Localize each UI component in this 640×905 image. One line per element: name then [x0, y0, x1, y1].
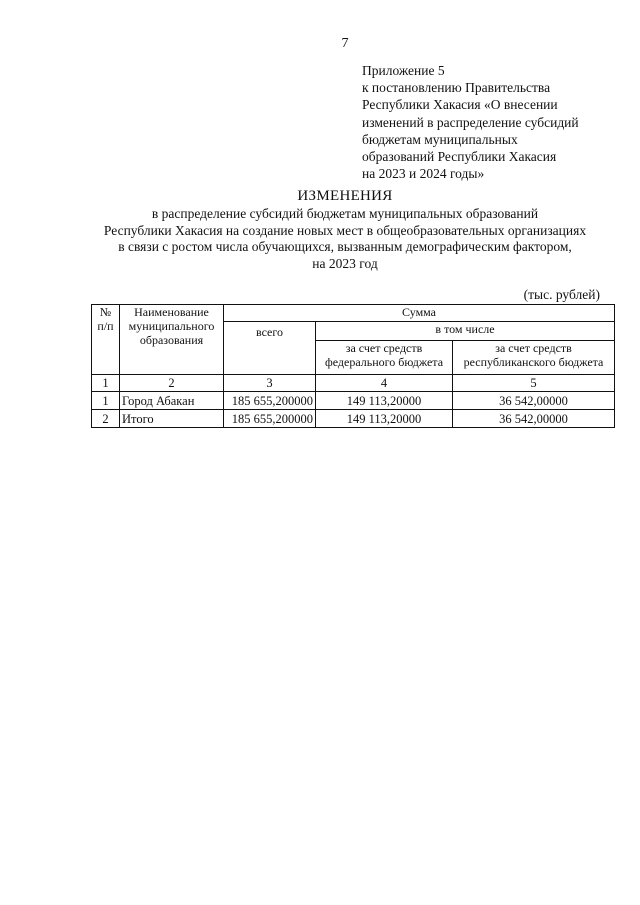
- header-republic-line: республиканского бюджета: [463, 355, 604, 369]
- amount-republic: 36 542,00000: [453, 410, 615, 428]
- municipality-name: Город Абакан: [120, 392, 224, 410]
- table-row: [92, 392, 615, 410]
- page-number: 7: [341, 36, 349, 51]
- header-republic-line: за счет средств: [495, 341, 572, 355]
- header-number-line: п/п: [97, 319, 114, 333]
- subsidy-table: [91, 304, 615, 428]
- header-name: [120, 305, 224, 375]
- appendix-line: Республики Хакасия «О внесении: [362, 97, 558, 113]
- column-number: 2: [120, 375, 224, 392]
- unit-label: (тыс. рублей): [523, 287, 600, 302]
- row-number: 1: [92, 392, 120, 410]
- header-number: [92, 305, 120, 375]
- header-including: в том числе: [316, 322, 615, 341]
- appendix-line: изменений в распределение субсидий: [362, 114, 579, 130]
- row-number: 2: [92, 410, 120, 428]
- appendix-line: бюджетам муниципальных: [362, 131, 518, 147]
- header-total: всего: [224, 322, 316, 375]
- header-federal-line: федерального бюджета: [324, 355, 444, 369]
- subtitle-line: в связи с ростом числа обучающихся, вызванным демографическим фактором,: [118, 239, 572, 255]
- header-sum: Сумма: [224, 305, 615, 322]
- header-name-line: муниципального: [128, 319, 215, 333]
- column-number: 4: [316, 375, 453, 392]
- amount-republic: 36 542,00000: [453, 392, 615, 410]
- header-number-line: №: [99, 305, 112, 319]
- subtitle-line: Республики Хакасия на создание новых мест в общеобразовательных организациях: [103, 222, 587, 238]
- header-name-line: Наименование: [134, 305, 209, 319]
- column-number: 1: [92, 375, 120, 392]
- amount-total: 185 655,200000: [224, 410, 316, 428]
- header-federal: [316, 341, 453, 375]
- column-number-row: [92, 375, 615, 392]
- column-number: 3: [224, 375, 316, 392]
- amount-federal: 149 113,20000: [316, 410, 453, 428]
- header-name-line: образования: [139, 333, 204, 347]
- document-heading: ИЗМЕНЕНИЯ: [297, 188, 393, 204]
- appendix-line: образований Республики Хакасия: [362, 149, 557, 165]
- appendix-line: к постановлению Правительства: [362, 80, 551, 96]
- subtitle-line: на 2023 год: [312, 255, 378, 271]
- appendix-line: Приложение 5: [362, 63, 445, 78]
- municipality-name: Итого: [120, 410, 224, 428]
- column-number: 5: [453, 375, 615, 392]
- document-subtitle: [85, 206, 605, 272]
- appendix-reference: [362, 62, 632, 182]
- amount-federal: 149 113,20000: [316, 392, 453, 410]
- table-row: [92, 410, 615, 428]
- header-republic: [453, 341, 615, 375]
- amount-total: 185 655,200000: [224, 392, 316, 410]
- appendix-line: на 2023 и 2024 годы»: [362, 166, 485, 182]
- subtitle-line: в распределение субсидий бюджетам муниципальных образований: [151, 206, 539, 221]
- header-federal-line: за счет средств: [345, 341, 423, 355]
